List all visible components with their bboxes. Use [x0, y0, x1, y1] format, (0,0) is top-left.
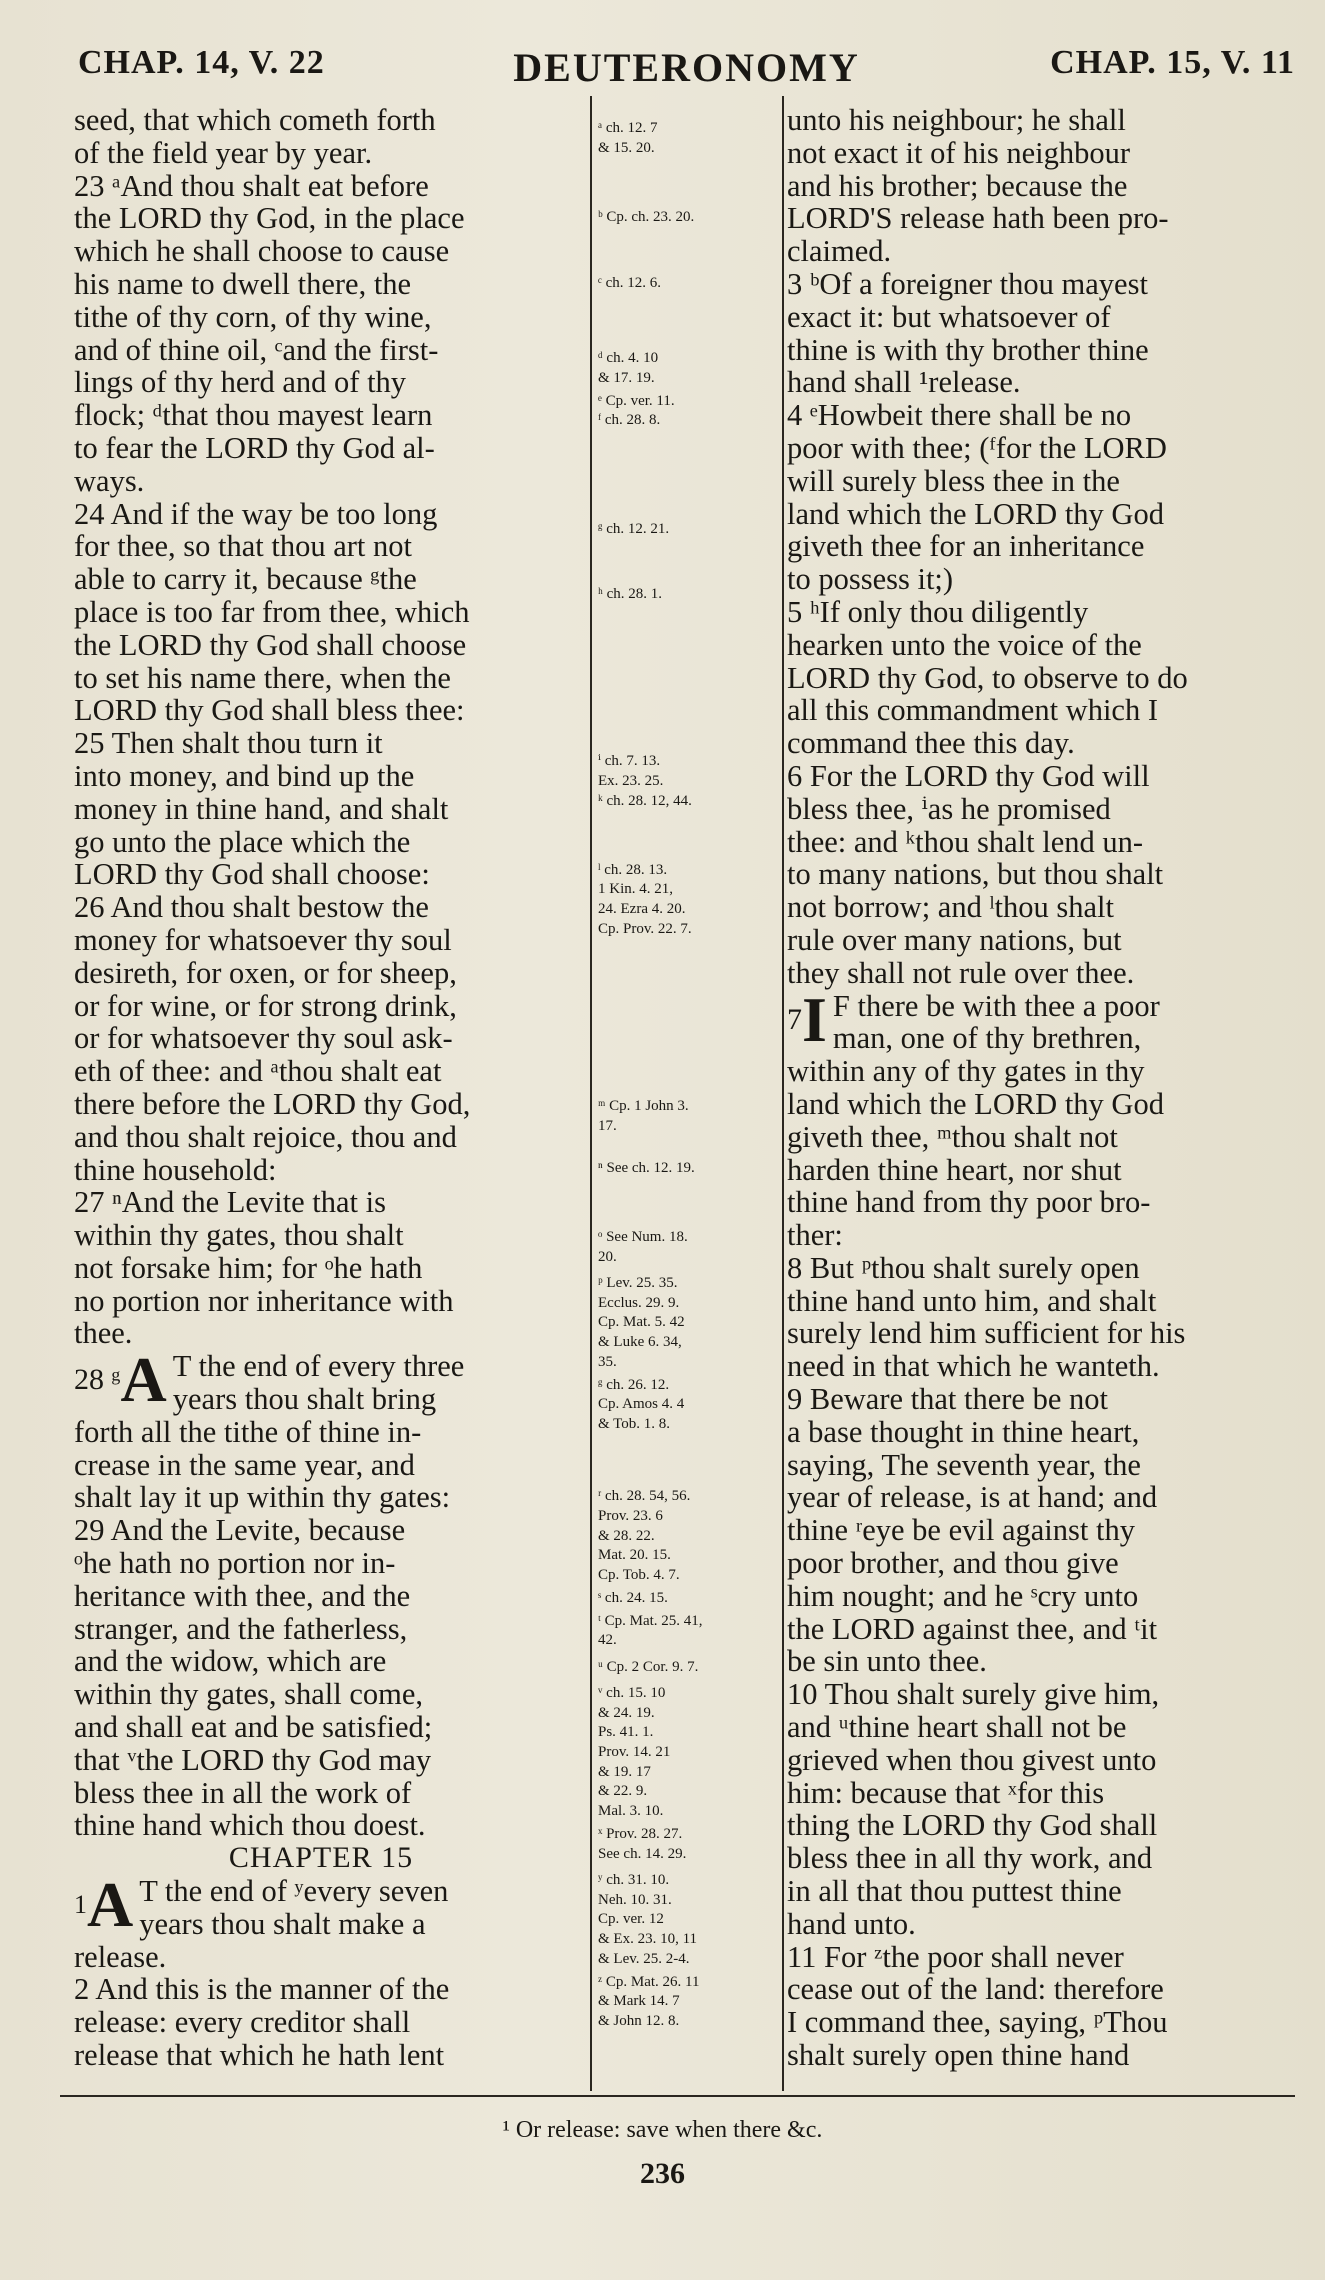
text-line: 8 But ᵖthou shalt surely open — [787, 1250, 1140, 1285]
text-line: place is too far from thee, which — [74, 594, 470, 629]
cross-reference: Ex. 23. 25. — [598, 773, 664, 790]
text-line: they shall not rule over thee. — [787, 955, 1135, 990]
cross-reference: Ps. 41. 1. — [598, 1724, 654, 1741]
cross-reference: & Tob. 1. 8. — [598, 1416, 671, 1432]
cross-reference: ⁿ See ch. 12. 19. — [598, 1160, 695, 1177]
text-line: will surely bless thee in the — [787, 463, 1120, 498]
text-line: 26 And thou shalt bestow the — [74, 890, 429, 925]
cross-reference: ⁱ ch. 7. 13. — [598, 753, 661, 770]
text-line: surely lend him sufficient for his — [787, 1316, 1186, 1351]
footnote-rule — [60, 2095, 1295, 2097]
text-line: command thee this day. — [787, 726, 1075, 761]
text-line: of the field year by year. — [74, 135, 373, 170]
text-line: and his brother; because the — [787, 168, 1128, 203]
text-line: that ᵛthe LORD thy God may — [74, 1742, 432, 1777]
text-line: cease out of the land: therefore — [787, 1972, 1164, 2007]
cross-reference: & Luke 6. 34, — [598, 1334, 682, 1350]
text-line: claimed. — [787, 234, 892, 269]
text-line: F there be with thee a poor — [832, 988, 1160, 1023]
text-line: giveth thee, ᵐthou shalt not — [787, 1119, 1118, 1154]
left-column-lines-2 — [74, 1416, 568, 1842]
text-line: rule over many nations, but — [787, 922, 1122, 957]
cross-reference: ᵏ ch. 28. 12, 44. — [598, 792, 692, 809]
text-line: T the end of ʸevery seven — [139, 1874, 449, 1909]
cross-reference: 20. — [598, 1248, 617, 1265]
cross-reference: 1 Kin. 4. 21, — [598, 881, 673, 898]
cross-reference: See ch. 14. 29. — [598, 1845, 687, 1862]
text-line: flock; ᵈthat thou mayest learn — [74, 398, 433, 433]
text-line: bless thee in all thy work, and — [787, 1841, 1153, 1876]
text-line: thine household: — [74, 1152, 277, 1187]
text-line: 2 And this is the manner of the — [74, 1972, 450, 2007]
text-line: and the widow, which are — [74, 1644, 387, 1679]
text-line: 4 ᵉHowbeit there shall be no — [787, 398, 1132, 433]
cross-reference: & Mark 14. 7 — [598, 1993, 680, 2010]
left-column-lines-3 — [74, 1941, 568, 2072]
text-line: LORD thy God shall bless thee: — [74, 693, 465, 728]
text-line: his name to dwell there, the — [74, 266, 412, 301]
cross-reference: Neh. 10. 31. — [598, 1891, 672, 1908]
drop-cap-letter: A — [120, 1344, 167, 1416]
text-line: into money, and bind up the — [74, 758, 415, 793]
cross-reference: Ecclus. 29. 9. — [598, 1294, 680, 1311]
cross-reference: ᵘ Cp. 2 Cor. 9. 7. — [598, 1658, 699, 1675]
text-line: ways. — [74, 463, 145, 498]
text-line: not borrow; and ˡthou shalt — [787, 890, 1114, 925]
cross-reference: ˢ ch. 24. 15. — [598, 1589, 668, 1606]
cross-reference: & 28. 22. — [598, 1527, 655, 1544]
text-line: 3 ᵇOf a foreigner thou mayest — [787, 266, 1148, 301]
cross-reference: & 24. 19. — [598, 1704, 655, 1721]
cross-reference: & 17. 19. — [598, 369, 655, 386]
cross-reference: ᵉ Cp. ver. 11. — [598, 392, 675, 409]
cross-reference: & 22. 9. — [598, 1783, 648, 1800]
text-line: LORD thy God shall choose: — [74, 857, 430, 892]
cross-reference: & 19. 17 — [598, 1763, 651, 1780]
text-line: years thou shalt bring — [172, 1382, 437, 1417]
text-line: within thy gates, shall come, — [74, 1677, 423, 1712]
text-line: to fear the LORD thy God al- — [74, 430, 435, 465]
right-column-lines — [787, 104, 1292, 990]
drop-cap-letter: I — [802, 983, 827, 1055]
text-line: able to carry it, because ᵍthe — [74, 562, 417, 597]
text-line: heritance with thee, and the — [74, 1578, 411, 1613]
text-line: thine is with thy brother thine — [787, 332, 1149, 367]
text-line: within thy gates, thou shalt — [74, 1218, 404, 1253]
header-right-chapter-ref: CHAP. 15, V. 11 — [1050, 44, 1295, 81]
text-line: the LORD thy God shall choose — [74, 627, 467, 662]
text-line: the LORD against thee, and ᵗit — [787, 1611, 1158, 1646]
text-line: LORD'S release hath been pro- — [787, 201, 1169, 236]
cross-reference: 42. — [598, 1632, 617, 1649]
cross-reference: ᵒ See Num. 18. — [598, 1229, 688, 1246]
text-line: within any of thy gates in thy — [787, 1054, 1145, 1089]
text-line: thine ʳeye be evil against thy — [787, 1513, 1135, 1548]
text-line: giveth thee for an inheritance — [787, 529, 1145, 564]
cross-reference: ᶻ Cp. Mat. 26. 11 — [598, 1973, 700, 1990]
page-number: 236 — [640, 2157, 685, 2190]
text-line: year of release, is at hand; and — [787, 1480, 1158, 1515]
text-line: land which the LORD thy God — [787, 496, 1164, 531]
text-line: thine hand from thy poor bro- — [787, 1185, 1151, 1220]
cross-reference: & 15. 20. — [598, 140, 655, 157]
cross-reference: & Lev. 25. 2-4. — [598, 1950, 690, 1967]
cross-reference: ᵛ ch. 15. 10 — [598, 1684, 666, 1701]
text-line: all this commandment which I — [787, 693, 1159, 728]
text-line: be sin unto thee. — [787, 1644, 987, 1679]
footnote: ¹ Or release: save when there &c. — [502, 2117, 823, 2143]
cross-reference: ᵍ ch. 12. 21. — [598, 520, 670, 537]
cross-reference: ᶠ ch. 28. 8. — [598, 412, 661, 429]
text-line: money for whatsoever thy soul — [74, 922, 452, 957]
text-line: exact it: but whatsoever of — [787, 299, 1111, 334]
right-column-lines-2 — [787, 1055, 1292, 2072]
cross-reference: Mat. 20. 15. — [598, 1547, 671, 1564]
cross-reference: Cp. Tob. 4. 7. — [598, 1566, 680, 1583]
text-line: harden thine heart, nor shut — [787, 1152, 1122, 1187]
text-line: desireth, for oxen, or for sheep, — [74, 955, 457, 990]
text-line: 23 ᵃAnd thou shalt eat before — [74, 168, 429, 203]
text-line: 9 Beware that there be not — [787, 1382, 1108, 1417]
cross-reference: ʳ ch. 28. 54, 56. — [598, 1488, 691, 1505]
text-line: man, one of thy brethren, — [832, 1021, 1142, 1056]
text-line: shalt surely open thine hand — [787, 2038, 1130, 2073]
text-line: thing the LORD thy God shall — [787, 1808, 1158, 1843]
verse-7-lines — [787, 990, 1292, 1056]
cross-reference: ˣ Prov. 28. 27. — [598, 1826, 683, 1842]
text-line: to possess it;) — [787, 562, 954, 597]
column-divider-left — [590, 96, 592, 2091]
cross-reference: Cp. ver. 12 — [598, 1911, 664, 1928]
text-line: lings of thy herd and of thy — [74, 365, 407, 400]
text-line: crease in the same year, and — [74, 1447, 415, 1482]
running-header — [78, 44, 1295, 94]
cross-reference: Mal. 3. 10. — [598, 1803, 664, 1820]
text-line: unto his neighbour; he shall — [787, 103, 1126, 137]
text-line: ᵒhe hath no portion nor in- — [74, 1546, 396, 1581]
cross-reference: & John 12. 8. — [598, 2012, 680, 2029]
verse-number: 7 — [787, 1002, 802, 1036]
text-line: poor with thee; (ᶠfor the LORD — [787, 430, 1167, 465]
text-line: money in thine hand, and shalt — [74, 791, 449, 826]
text-line: T the end of every three — [172, 1349, 465, 1384]
cross-reference: ᶜ ch. 12. 6. — [598, 274, 661, 291]
cross-reference: ᵇ Cp. ch. 23. 20. — [598, 208, 695, 225]
text-line: 27 ⁿAnd the Levite that is — [74, 1185, 386, 1220]
text-line: thine hand unto him, and shalt — [787, 1283, 1157, 1318]
text-line: hand shall ¹release. — [787, 365, 1021, 400]
cross-reference: Cp. Mat. 5. 42 — [598, 1314, 685, 1331]
text-line: no portion nor inheritance with — [74, 1283, 454, 1318]
text-line: 29 And the Levite, because — [74, 1513, 406, 1548]
column-divider-right — [782, 96, 784, 2091]
text-line: go unto the place which the — [74, 824, 411, 859]
text-line: for thee, so that thou art not — [74, 529, 412, 564]
cross-reference: & Ex. 23. 10, 11 — [598, 1930, 698, 1947]
text-line: which he shall choose to cause — [74, 234, 450, 269]
cross-reference: Cp. Amos 4. 4 — [598, 1396, 685, 1413]
cross-reference: ᵈ ch. 4. 10 — [598, 350, 659, 366]
text-line: I command thee, saying, ᵖThou — [787, 2005, 1168, 2040]
chapter-heading: CHAPTER 15 — [228, 1841, 414, 1875]
header-left-chapter-ref: CHAP. 14, V. 22 — [78, 44, 325, 81]
cross-reference: ᵐ Cp. 1 John 3. — [598, 1097, 689, 1114]
cross-reference: ᵍ ch. 26. 12. — [598, 1376, 670, 1393]
text-line: or for wine, or for strong drink, — [74, 988, 457, 1023]
drop-cap — [787, 983, 827, 1055]
text-line: LORD thy God, to observe to do — [787, 660, 1188, 695]
text-line: and ᵘthine heart shall not be — [787, 1710, 1127, 1745]
text-line: 6 For the LORD thy God will — [787, 758, 1150, 793]
cross-reference: ʰ ch. 28. 1. — [598, 586, 662, 603]
text-line: 24 And if the way be too long — [74, 496, 438, 531]
text-line: tithe of thy corn, of thy wine, — [74, 299, 432, 334]
text-line: or for whatsoever thy soul ask- — [74, 1021, 453, 1056]
text-line: 5 ʰIf only thou diligently — [787, 594, 1089, 629]
book-title: DEUTERONOMY — [513, 45, 860, 90]
cross-reference: ˡ ch. 28. 13. — [598, 861, 668, 878]
text-line: land which the LORD thy God — [787, 1086, 1164, 1121]
verse-7 — [787, 983, 1292, 1056]
text-line: bless thee in all the work of — [74, 1775, 412, 1810]
left-text-column — [74, 104, 568, 2072]
text-line: bless thee, ⁱas he promised — [787, 791, 1111, 826]
text-line: release that which he hath lent — [74, 2038, 445, 2073]
text-line: and shall eat and be satisfied; — [74, 1710, 433, 1745]
text-line: there before the LORD thy God, — [74, 1086, 471, 1121]
text-line: grieved when thou givest unto — [787, 1742, 1157, 1777]
verse-28 — [74, 1344, 568, 1417]
text-line: release. — [74, 1939, 167, 1974]
text-line: 10 Thou shalt surely give him, — [787, 1677, 1160, 1712]
drop-cap — [74, 1869, 134, 1941]
text-line: thee: and ᵏthou shalt lend un- — [787, 824, 1144, 859]
cross-reference: ʸ ch. 31. 10. — [598, 1871, 670, 1888]
text-line: not exact it of his neighbour — [787, 135, 1131, 170]
text-line: not forsake him; for ᵒhe hath — [74, 1250, 423, 1285]
text-line: seed, that which cometh forth — [74, 103, 436, 137]
cross-reference: ᵖ Lev. 25. 35. — [598, 1274, 678, 1291]
cross-reference: 35. — [598, 1353, 617, 1370]
text-line: eth of thee: and ᵃthou shalt eat — [74, 1054, 442, 1089]
text-line: shalt lay it up within thy gates: — [74, 1480, 451, 1515]
text-line: ther: — [787, 1218, 843, 1253]
text-line: to set his name there, when the — [74, 660, 451, 695]
cross-reference: ᵗ Cp. Mat. 25. 41, — [598, 1612, 703, 1629]
text-line: him: because that ˣfor this — [787, 1775, 1105, 1810]
text-line: stranger, and the fatherless, — [74, 1611, 408, 1646]
verse-number: 28 ᵍ — [74, 1363, 121, 1397]
text-line: years thou shalt make a — [139, 1906, 426, 1941]
right-text-column — [787, 104, 1292, 2072]
text-line: him nought; and he ˢcry unto — [787, 1578, 1139, 1613]
text-line: and thou shalt rejoice, thou and — [74, 1119, 457, 1154]
cross-reference: ᵃ ch. 12. 7 — [598, 120, 658, 137]
text-line: in all that thou puttest thine — [787, 1874, 1122, 1909]
text-line: 25 Then shalt thou turn it — [74, 726, 383, 761]
text-line: saying, The seventh year, the — [787, 1447, 1141, 1482]
text-line: forth all the tithe of thine in- — [74, 1414, 422, 1449]
left-column-lines — [74, 104, 568, 1350]
text-line: a base thought in thine heart, — [787, 1414, 1140, 1449]
text-line: hand unto. — [787, 1906, 916, 1941]
cross-reference: Prov. 14. 21 — [598, 1744, 671, 1760]
cross-reference: Prov. 23. 6 — [598, 1507, 663, 1524]
text-line: 11 For ᶻthe poor shall never — [787, 1939, 1124, 1974]
text-line: thee. — [74, 1316, 133, 1351]
verse-number: 1 — [74, 1890, 87, 1920]
text-line: the LORD thy God, in the place — [74, 201, 465, 236]
text-line: need in that which he wanteth. — [787, 1349, 1160, 1384]
text-line: release: every creditor shall — [74, 2005, 411, 2040]
verse-1-lines — [74, 1875, 568, 1941]
text-line: to many nations, but thou shalt — [787, 857, 1164, 892]
drop-cap — [74, 1344, 167, 1416]
cross-reference: 24. Ezra 4. 20. — [598, 901, 686, 918]
text-line: thine hand which thou doest. — [74, 1808, 426, 1843]
text-line: and of thine oil, ᶜand the first- — [74, 332, 439, 367]
drop-cap-letter: A — [87, 1869, 134, 1941]
cross-reference: 17. — [598, 1117, 617, 1134]
text-line: poor brother, and thou give — [787, 1546, 1119, 1581]
verse-1 — [74, 1869, 568, 1941]
cross-reference: Cp. Prov. 22. 7. — [598, 920, 692, 937]
text-line: hearken unto the voice of the — [787, 627, 1142, 662]
